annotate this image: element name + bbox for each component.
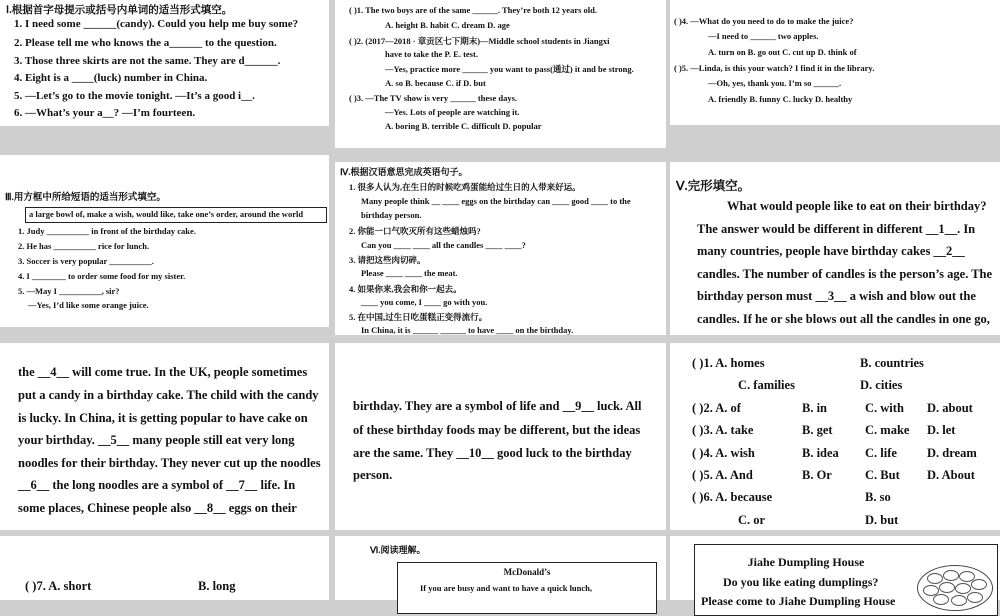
cloze-passage-tile xyxy=(670,162,1000,335)
option-line: A. so B. because C. if D. but xyxy=(385,78,486,88)
passage-line: The answer would be different in different __1__. In xyxy=(697,222,976,236)
section-heading: Ⅵ.阅读理解。 xyxy=(370,545,426,555)
passage-line: is lucky. In China, it is getting popular to have cake on xyxy=(18,411,308,425)
passage-line: candles. The number of candles is the person’s age. The xyxy=(697,267,993,281)
advert-title: McDonald’s xyxy=(503,567,551,577)
chinese-prompt: 2. 你能一口气吹灭所有这些蜡烛吗? xyxy=(349,226,481,236)
passage-line: of these birthday foods may be different, but the ideas xyxy=(353,423,641,437)
question-line: 3. Those three skirts are not the same. They are d______. xyxy=(14,55,281,67)
option-row: ( )7. A. short xyxy=(25,579,92,593)
exercise-1-tile xyxy=(0,0,329,126)
question-line: 2. He has __________ rice for lunch. xyxy=(18,241,150,251)
question-line: ( )3. —The TV show is very ______ these days. xyxy=(349,93,518,103)
question-line: ( )4. —What do you need to do to make the juice? xyxy=(674,16,854,26)
section-heading: Ⅴ.完形填空。 xyxy=(676,179,751,193)
question-line: 5. —May I __________, sir? xyxy=(18,286,120,296)
advert-box xyxy=(694,544,998,616)
cloze-options-tile: ( )1. A. homes B. countries C. families D. cities ( )2. A. of B. in C. with D. about ( )3. A. take B. get C. make D. let ( )4. A. wish B. idea C. life D. dream ( )5. A. And B. Or C. But D. About ( )6. A. because B. so C. or D. but xyxy=(670,343,1000,530)
phrase-box-text: a large bowl of, make a wish, would like, take one’s order, around the world xyxy=(29,209,304,219)
question-line: —Yes, practice more ______ you want to pass(通过) it and be strong. xyxy=(385,64,634,74)
exercise-3-tile xyxy=(670,0,1000,125)
question-line: In China, it is ______ ______ to have ____ on the birthday. xyxy=(361,325,574,335)
passage-line: candles. If he or she blows out all the candles in one go, xyxy=(697,312,990,326)
answer-line: —Yes, I’d like some orange juice. xyxy=(28,300,149,310)
passage-line: person. xyxy=(353,468,393,482)
question-line: 3. Soccer is very popular __________. xyxy=(18,256,154,266)
section-heading: Ⅳ.根据汉语意思完成英语句子。 xyxy=(340,167,468,177)
exercise-4-tile xyxy=(0,155,329,327)
option-item: B. long xyxy=(198,579,236,593)
advert-text: Do you like eating dumplings? xyxy=(723,575,879,589)
passage-line: birthday. They are a symbol of life and __9__ luck. All xyxy=(353,399,642,413)
question-line: 5. —Let’s go to the movie tonight. —It’s a good i__. xyxy=(14,90,255,102)
question-line: —Yes. Lots of people are watching it. xyxy=(385,107,520,117)
chinese-prompt: 4. 如果你来,我会和你一起去。 xyxy=(349,284,462,294)
passage-line: your birthday. __5__ many people still eat very long xyxy=(18,433,295,447)
question-line: ( )1. The two boys are of the same ______. They’re both 12 years old. xyxy=(349,5,597,15)
passage-line: are the same. They __10__ good luck to the birthday xyxy=(353,446,632,460)
advert-text: If you are busy and want to have a quick lunch, xyxy=(420,583,593,593)
advert-text: Please come to Jiahe Dumpling House xyxy=(701,594,896,608)
question-line: 4. Eight is a ____(luck) number in China. xyxy=(14,72,208,84)
question-line: 6. —What’s your a__? —I’m fourteen. xyxy=(14,107,196,119)
passage-line: put a candy in a birthday cake. The child with the candy xyxy=(18,388,319,402)
exercise-5-tile xyxy=(335,162,666,335)
reading-tile xyxy=(335,536,666,600)
passage-line: birthday person must __3__ a wish and blow out the xyxy=(697,289,976,303)
question-line: ( )5. —Linda, is this your watch? I find it in the library. xyxy=(674,63,875,73)
passage-line: noodles for their birthday. They never cut up the noodles xyxy=(18,456,321,470)
question-line: 4. I ________ to order some food for my sister. xyxy=(18,271,186,281)
question-line: birthday person. xyxy=(361,210,422,220)
section-heading: Ⅲ.用方框中所给短语的适当形式填空。 xyxy=(5,193,166,203)
passage-line: What would people like to eat on their birthday? xyxy=(727,199,987,213)
question-line: Please ____ ____ the meat. xyxy=(361,268,458,278)
cloze-passage-end-tile xyxy=(335,343,666,530)
question-line: —I need to ______ two apples. xyxy=(708,31,819,41)
question-line: Many people think __ ____ eggs on the birthday can ____ good ____ to the xyxy=(361,196,631,206)
chinese-prompt: 1. 很多人认为,在生日的时候吃鸡蛋能给过生日的人带来好运。 xyxy=(349,182,581,192)
phrase-box xyxy=(25,207,327,223)
question-line: 1. I need some ______(candy). Could you help me buy some? xyxy=(14,18,299,30)
dumpling-advert-tile xyxy=(670,536,1000,608)
question-line: 2. Please tell me who knows the a______ to the question. xyxy=(14,37,277,49)
section-heading: Ⅰ.根据首字母提示或括号内单词的适当形式填空。 xyxy=(6,5,233,16)
advert-title: Jiahe Dumpling House xyxy=(747,555,865,569)
passage-line: some places, Chinese people also __8__ eggs on their xyxy=(18,501,297,515)
chinese-prompt: 5. 在中国,过生日吃蛋糕正变得流行。 xyxy=(349,312,488,322)
advert-box xyxy=(397,562,657,614)
passage-line: many countries, people have birthday cakes __2__ xyxy=(697,244,965,258)
question-line: ( )2. (2017—2018 · 章贡区七下期末)—Middle school students in Jiangxi xyxy=(349,36,610,46)
cloze-options-continued-tile xyxy=(0,536,329,600)
option-line: A. boring B. terrible C. difficult D. popular xyxy=(385,121,542,131)
question-line: —Oh, yes, thank you. I’m so ______. xyxy=(708,78,842,88)
option-line: A. height B. habit C. dream D. age xyxy=(385,20,510,30)
question-line: Can you ____ ____ all the candles ____ ____? xyxy=(361,240,526,250)
passage-line: __6__ the long noodles are a symbol of __7__ life. In xyxy=(18,478,296,492)
question-line: have to take the P. E. test. xyxy=(385,49,478,59)
option-line: A. turn on B. go out C. cut up D. think of xyxy=(708,47,857,57)
exercise-2-tile xyxy=(335,0,666,148)
cloze-passage-continued-tile xyxy=(0,343,329,530)
passage-line: the __4__ will come true. In the UK, people sometimes xyxy=(18,365,308,379)
question-line: ____ you come, I ____ go with you. xyxy=(361,297,488,307)
question-line: 1. Judy __________ in front of the birthday cake. xyxy=(18,226,196,236)
chinese-prompt: 3. 请把这些肉切碎。 xyxy=(349,255,426,265)
option-line: A. friendly B. funny C. lucky D. healthy xyxy=(708,94,853,104)
